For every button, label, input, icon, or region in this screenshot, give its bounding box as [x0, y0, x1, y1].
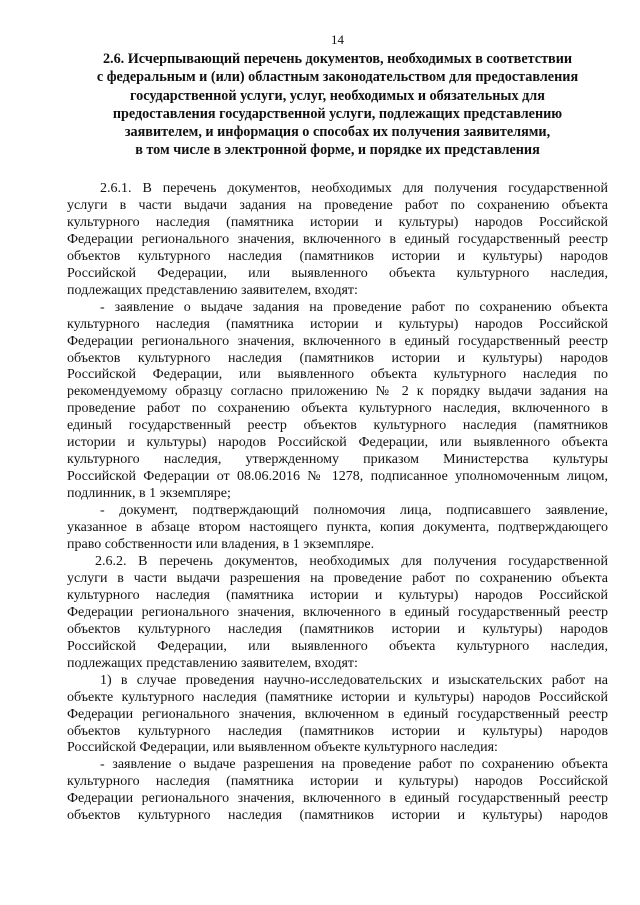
paragraph-line: Федерации регионального значения, включенного в единый государственный реестр — [67, 333, 608, 349]
paragraph-line: подлинник, в 1 экземпляре; — [67, 486, 231, 502]
paragraph-line: объектов культурного наследия (памятников истории и культуры) народов — [67, 248, 608, 264]
paragraph-line: объектов культурного наследия (памятников истории и культуры) народов — [67, 350, 608, 366]
paragraph-line: культурного наследия (памятника истории и культуры) народов Российской — [67, 774, 608, 790]
paragraph-line: рекомендуемому образцу согласно приложению № 2 к порядку выдачи задания на — [67, 384, 608, 400]
paragraph-line: подлежащих представлению заявителем, входят: — [67, 282, 358, 298]
paragraph — [67, 757, 608, 825]
paragraph-line: 2.6.2. В перечень документов, необходимых для получения государственной — [95, 553, 608, 569]
paragraph — [67, 300, 608, 503]
heading-line: заявителем, и информация о способах их получения заявителями, — [124, 124, 551, 141]
paragraph-line: - заявление о выдаче задания на проведение работ по сохранению объекта — [100, 299, 608, 315]
section-heading — [67, 50, 608, 160]
paragraph-line: подлежащих представлению заявителем, входят: — [67, 655, 358, 671]
heading-line: в том числе в электронной форме, и порядке их представления — [135, 142, 540, 159]
paragraph-line: истории и культуры) народов Российской Федерации, или выявленного объекта — [67, 435, 608, 451]
paragraph-line: культурного наследия (памятника истории и культуры) народов Российской — [67, 214, 608, 230]
heading-line: 2.6. Исчерпывающий перечень документов, необходимых в соответствии — [102, 51, 573, 67]
paragraph-line: Российской Федерации, или выявленного объекта культурного наследия, — [67, 265, 608, 281]
heading-line: государственной услуги, услуг, необходимых и обязательных для — [130, 87, 545, 104]
paragraph-line: культурного наследия (памятника истории и культуры) народов Российской — [67, 587, 608, 603]
paragraph-line: - документ, подтверждающий полномочия лица, подписавшего заявление, — [100, 503, 608, 519]
paragraph-line: объектов культурного наследия (памятников истории и культуры) народов — [67, 723, 608, 739]
paragraph-line: объектов культурного наследия (памятников истории и культуры) народов — [67, 621, 608, 637]
paragraph-line: указанное в абзаце втором настоящего пункта, копия документа, подтверждающего — [67, 520, 608, 536]
paragraph-line: услуги в части выдачи разрешения на проведение работ по сохранению объекта — [67, 570, 608, 586]
paragraph-line: Российской Федерации от 08.06.2016 № 1278, подписанное уполномоченным лицом, — [67, 469, 608, 485]
body-text — [67, 181, 608, 825]
paragraph-line: право собственности или владения, в 1 экземпляре. — [67, 537, 375, 553]
paragraph — [67, 673, 608, 758]
paragraph-line: 1) в случае проведения научно-исследовательских и изыскательских работ на — [100, 672, 608, 688]
paragraph-line: Российской Федерации, или выявленного объекта культурного наследия по — [67, 367, 608, 383]
heading-line: с федеральным и (или) областным законодательством для предоставления — [96, 69, 579, 86]
paragraph-line: Федерации регионального значения, включенного в единый государственный реестр — [67, 791, 608, 807]
paragraph-line: Федерации регионального значения, включенном в единый государственный реестр — [67, 706, 608, 722]
paragraph — [67, 181, 608, 300]
paragraph — [67, 554, 608, 673]
paragraph-line: культурного наследия (памятника истории и культуры) народов Российской — [67, 316, 608, 332]
paragraph-line: - заявление о выдаче разрешения на проведение работ по сохранению объекта — [100, 757, 608, 773]
paragraph-line: объекте культурного наследия (памятнике истории и культуры) народов Российской — [67, 689, 608, 705]
paragraph-line: 2.6.1. В перечень документов, необходимых для получения государственной — [100, 181, 608, 196]
paragraph-line: Федерации регионального значения, включенного в единый государственный реестр — [67, 231, 608, 247]
paragraph-line: услуги в части выдачи задания на проведение работ по сохранению объекта — [67, 197, 608, 213]
paragraph-line: Российской Федерации, или выявленного объекта культурного наследия, — [67, 638, 608, 654]
paragraph — [67, 503, 608, 554]
paragraph-line: единый государственный реестр объектов культурного наследия (памятников — [67, 418, 608, 434]
paragraph-line: культурного наследия, утвержденному приказом Министерства культуры — [67, 452, 608, 468]
paragraph-line: проведение работ по сохранению объекта культурного наследия, включенного в — [67, 401, 608, 417]
paragraph-line: объектов культурного наследия (памятников истории и культуры) народов — [67, 808, 608, 824]
paragraph-line: Российской Федерации, или выявленном объекте культурного наследия: — [67, 740, 498, 756]
paragraph-line: Федерации регионального значения, включенного в единый государственный реестр — [67, 604, 608, 620]
heading-line: предоставления государственной услуги, подлежащих представлению — [112, 105, 563, 122]
page-number: 14 — [331, 32, 344, 47]
